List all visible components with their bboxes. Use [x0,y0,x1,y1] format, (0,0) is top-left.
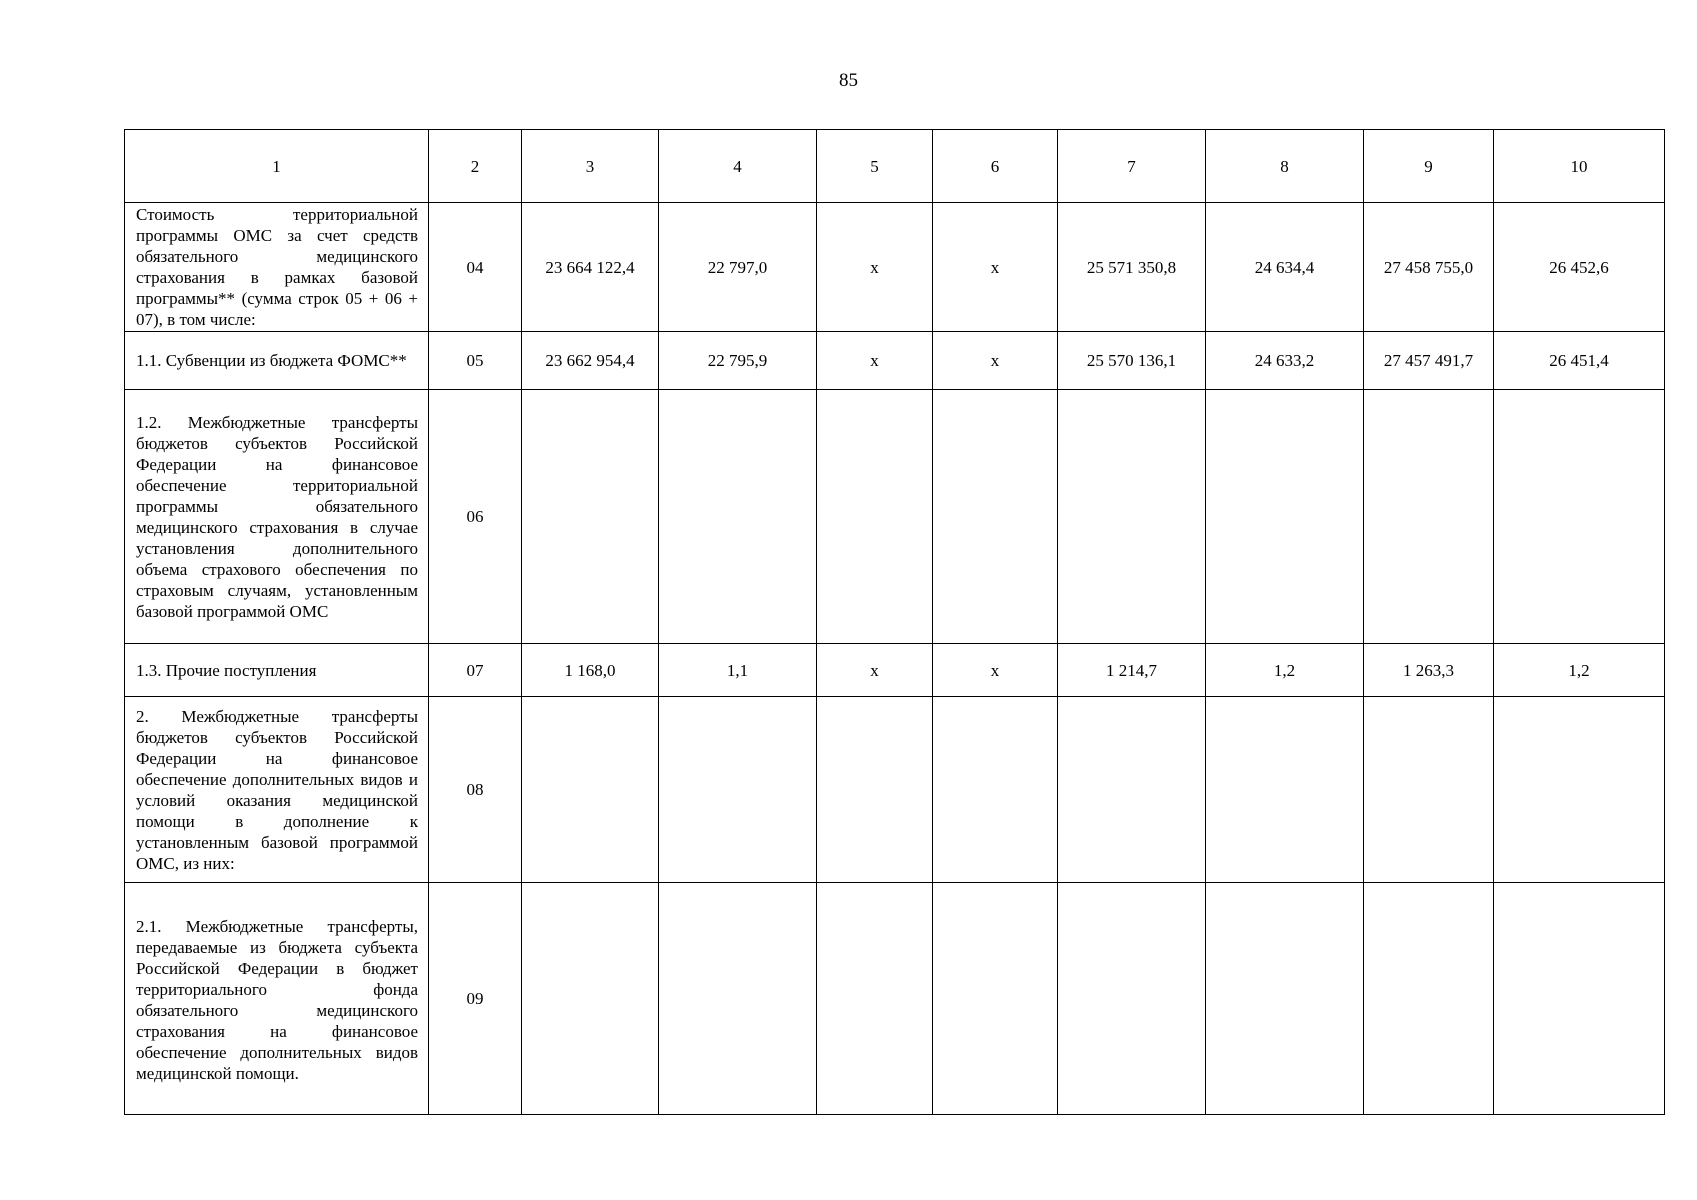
table-row [125,390,1665,644]
value-cell [817,390,933,644]
value-cell [817,697,933,883]
value-cell: 1 168,0 [522,644,659,697]
value-cell: 1 263,3 [1364,644,1494,697]
value-cell: x [817,203,933,332]
row-code-cell: 06 [429,390,522,644]
value-cell [1364,883,1494,1115]
value-cell [522,697,659,883]
table-row [125,644,1665,697]
table-row [125,203,1665,332]
table-row [125,332,1665,390]
value-cell [817,883,933,1115]
row-code-cell: 04 [429,203,522,332]
row-name-cell: 1.1. Субвенции из бюджета ФОМС** [125,332,429,390]
value-cell [522,883,659,1115]
value-cell: 1,2 [1206,644,1364,697]
header-cell: 4 [659,130,817,203]
value-cell [1206,883,1364,1115]
value-cell [1058,390,1206,644]
value-cell [1494,390,1665,644]
value-cell: 26 451,4 [1494,332,1665,390]
row-name-cell: 2.1. Межбюджетные трансферты, передаваемые из бюджета субъекта Российской Федерации в бюджет территориального фонда обязательного медицинского страхования на финансовое обеспечение дополнительных видов медицинской помощи. [125,883,429,1115]
header-cell: 2 [429,130,522,203]
value-cell: 1,1 [659,644,817,697]
row-code-cell: 07 [429,644,522,697]
value-cell: x [933,332,1058,390]
value-cell [659,883,817,1115]
value-cell [1364,697,1494,883]
value-cell: x [933,644,1058,697]
value-cell: 25 570 136,1 [1058,332,1206,390]
value-cell [1364,390,1494,644]
header-cell: 8 [1206,130,1364,203]
header-cell: 10 [1494,130,1665,203]
value-cell [659,390,817,644]
row-code-cell: 09 [429,883,522,1115]
header-cell: 7 [1058,130,1206,203]
value-cell: 1 214,7 [1058,644,1206,697]
page-number: 85 [839,70,858,91]
value-cell: 24 633,2 [1206,332,1364,390]
row-name-cell: 2. Межбюджетные трансферты бюджетов субъектов Российской Федерации на финансовое обеспечение дополнительных видов и условий оказания медицинской помощи в дополнение к установленным базовой программой ОМС, из них: [125,697,429,883]
value-cell: 27 457 491,7 [1364,332,1494,390]
value-cell [659,697,817,883]
table-row [125,697,1665,883]
value-cell [522,390,659,644]
value-cell [1206,390,1364,644]
budget-table [124,129,1665,1115]
table-header-row [125,130,1665,203]
value-cell [1206,697,1364,883]
value-cell [1494,697,1665,883]
value-cell [933,390,1058,644]
value-cell [1494,883,1665,1115]
value-cell: 23 662 954,4 [522,332,659,390]
value-cell: 27 458 755,0 [1364,203,1494,332]
value-cell [1058,883,1206,1115]
header-cell: 3 [522,130,659,203]
value-cell: 1,2 [1494,644,1665,697]
row-name-cell: 1.2. Межбюджетные трансферты бюджетов субъектов Российской Федерации на финансовое обеспечение территориальной программы обязательного медицинского страхования в случае установления дополнительного объема страхового обеспечения по страховым случаям, установленным базовой программой ОМС [125,390,429,644]
value-cell: x [817,332,933,390]
value-cell: 25 571 350,8 [1058,203,1206,332]
value-cell: x [933,203,1058,332]
value-cell: 24 634,4 [1206,203,1364,332]
header-cell: 1 [125,130,429,203]
value-cell [1058,697,1206,883]
value-cell [933,883,1058,1115]
row-code-cell: 08 [429,697,522,883]
value-cell [933,697,1058,883]
header-cell: 9 [1364,130,1494,203]
header-cell: 5 [817,130,933,203]
value-cell: 22 797,0 [659,203,817,332]
value-cell: x [817,644,933,697]
row-name-cell: Стоимость территориальной программы ОМС за счет средств обязательного медицинского страхования в рамках базовой программы** (сумма строк 05 + 06 + 07), в том числе: [125,203,429,332]
value-cell: 22 795,9 [659,332,817,390]
value-cell: 23 664 122,4 [522,203,659,332]
row-name-cell: 1.3. Прочие поступления [125,644,429,697]
header-cell: 6 [933,130,1058,203]
row-code-cell: 05 [429,332,522,390]
value-cell: 26 452,6 [1494,203,1665,332]
table-row [125,883,1665,1115]
